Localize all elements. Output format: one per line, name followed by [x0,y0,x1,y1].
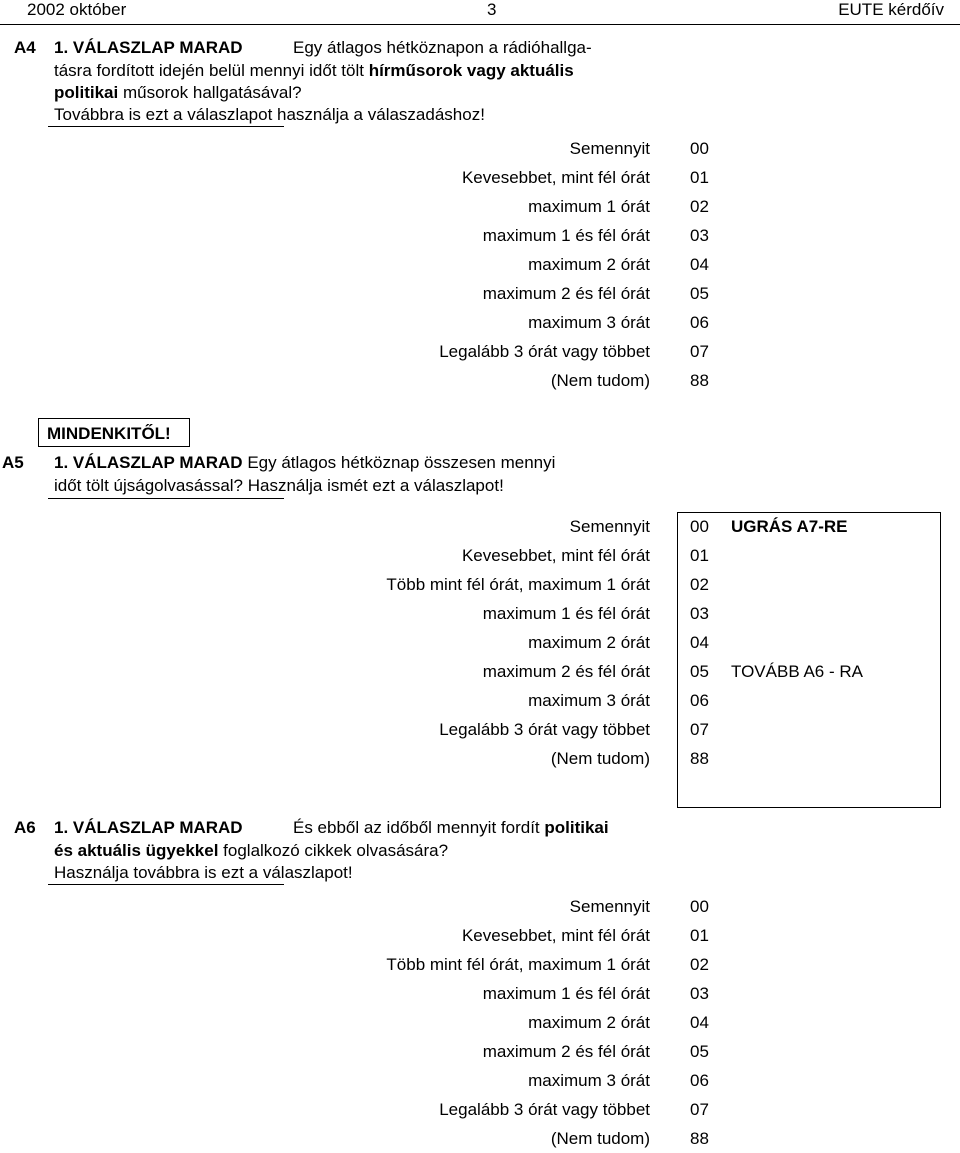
a4-option-row [0,337,960,366]
a4-option-row [0,366,960,395]
option-label: maximum 1 és fél órát [482,984,650,1003]
a6-option-row [0,1037,960,1066]
option-code: 88 [690,749,709,768]
routing-note: TOVÁBB A6 - RA [731,662,863,681]
option-code: 06 [690,691,709,710]
option-code: 03 [690,226,709,245]
option-label: Semennyit [569,517,650,536]
option-label: maximum 2 és fél órát [482,1042,650,1061]
option-code: 07 [690,342,709,361]
option-code: 06 [690,313,709,332]
a4-option-row [0,308,960,337]
a6-answer-card-note: 1. VÁLASZLAP MARAD [54,818,243,837]
a6-question-text-1: És ebből az időből mennyit fordít politikai [293,818,609,837]
option-label: Legalább 3 órát vagy többet [439,342,650,361]
a4-instruction: Továbbra is ezt a válaszlapot használja a válaszadáshoz! [54,105,485,124]
option-label: maximum 1 órát [528,197,650,216]
option-label: Kevesebbet, mint fél órát [461,546,650,565]
a5-option-row [0,686,960,715]
option-code: 04 [690,255,709,274]
a4-question-text-1: Egy átlagos hétköznapon a rádióhallga- [293,38,592,57]
option-label: maximum 2 órát [528,255,650,274]
option-code: 00 [690,517,709,536]
a4-answer-card-note: 1. VÁLASZLAP MARAD [54,38,243,57]
a5-option-row [0,541,960,570]
option-label: maximum 3 órát [528,313,650,332]
option-label: (Nem tudom) [550,371,650,390]
a4-option-row [0,250,960,279]
header-title: EUTE kérdőív [838,0,944,19]
option-label: Semennyit [569,139,650,158]
option-code: 02 [690,197,709,216]
a4-option-row [0,134,960,163]
a6-option-row [0,1008,960,1037]
a6-option-row [0,1095,960,1124]
a6-option-row [0,892,960,921]
a5-question-text-1: 1. VÁLASZLAP MARAD Egy átlagos hétköznap összesen mennyi [54,453,556,472]
option-code: 03 [690,604,709,623]
a5-divider [48,498,284,499]
option-label: maximum 1 és fél órát [482,226,650,245]
a4-divider [48,126,284,127]
option-label: maximum 3 órát [528,691,650,710]
option-code: 07 [690,720,709,739]
a4-option-row [0,192,960,221]
header-date: 2002 október [27,0,127,19]
a6-option-row [0,921,960,950]
option-label: Kevesebbet, mint fél órát [461,168,650,187]
a5-option-row [0,570,960,599]
a6-instruction: Használja továbbra is ezt a válaszlapot! [54,863,353,882]
option-code: 03 [690,984,709,1003]
option-label: maximum 1 és fél órát [482,604,650,623]
routing-note: UGRÁS A7-RE [731,517,848,536]
option-code: 04 [690,1013,709,1032]
a6-divider [48,884,284,885]
a5-option-row [0,512,960,541]
a5-option-row [0,715,960,744]
a6-option-row [0,1066,960,1095]
a5-question-text-2: időt tölt újságolvasással? Használja ismét ezt a válaszlapot! [54,476,504,495]
option-code: 00 [690,897,709,916]
option-code: 07 [690,1100,709,1119]
option-code: 05 [690,662,709,681]
a5-option-row [0,628,960,657]
option-code: 01 [690,926,709,945]
option-label: maximum 2 órát [528,1013,650,1032]
option-label: Semennyit [569,897,650,916]
mindenkitol-banner: MINDENKITŐL! [38,418,190,447]
option-label: Legalább 3 órát vagy többet [439,1100,650,1119]
option-code: 00 [690,139,709,158]
a4-question-text-3: politikai műsorok hallgatásával? [54,83,302,102]
option-label: Több mint fél órát, maximum 1 órát [386,955,650,974]
option-code: 05 [690,1042,709,1061]
a6-question-text-2: és aktuális ügyekkel foglalkozó cikkek olvasására? [54,841,449,860]
a5-question-id: A5 [2,453,24,472]
a6-option-row [0,979,960,1008]
a5-option-row [0,599,960,628]
option-label: maximum 3 órát [528,1071,650,1090]
a5-option-row [0,657,960,686]
option-code: 02 [690,955,709,974]
option-label: maximum 2 és fél órát [482,284,650,303]
option-label: Legalább 3 órát vagy többet [439,720,650,739]
option-label: (Nem tudom) [550,749,650,768]
a6-option-row [0,1124,960,1153]
option-code: 04 [690,633,709,652]
option-code: 05 [690,284,709,303]
a6-question-id: A6 [14,818,36,837]
option-code: 02 [690,575,709,594]
option-code: 06 [690,1071,709,1090]
header-page-number: 3 [487,0,497,19]
a4-option-row [0,163,960,192]
a6-option-row [0,950,960,979]
a4-option-row [0,279,960,308]
a4-question-id: A4 [14,38,36,57]
option-code: 88 [690,371,709,390]
option-label: maximum 2 és fél órát [482,662,650,681]
option-code: 88 [690,1129,709,1148]
option-code: 01 [690,168,709,187]
option-label: (Nem tudom) [550,1129,650,1148]
option-label: Kevesebbet, mint fél órát [461,926,650,945]
a4-question-text-2: tásra fordított idején belül mennyi időt tölt hírműsorok vagy aktuális [54,61,574,80]
a5-option-row [0,744,960,773]
a4-option-row [0,221,960,250]
option-label: Több mint fél órát, maximum 1 órát [386,575,650,594]
header-rule [0,24,960,25]
option-code: 01 [690,546,709,565]
option-label: maximum 2 órát [528,633,650,652]
